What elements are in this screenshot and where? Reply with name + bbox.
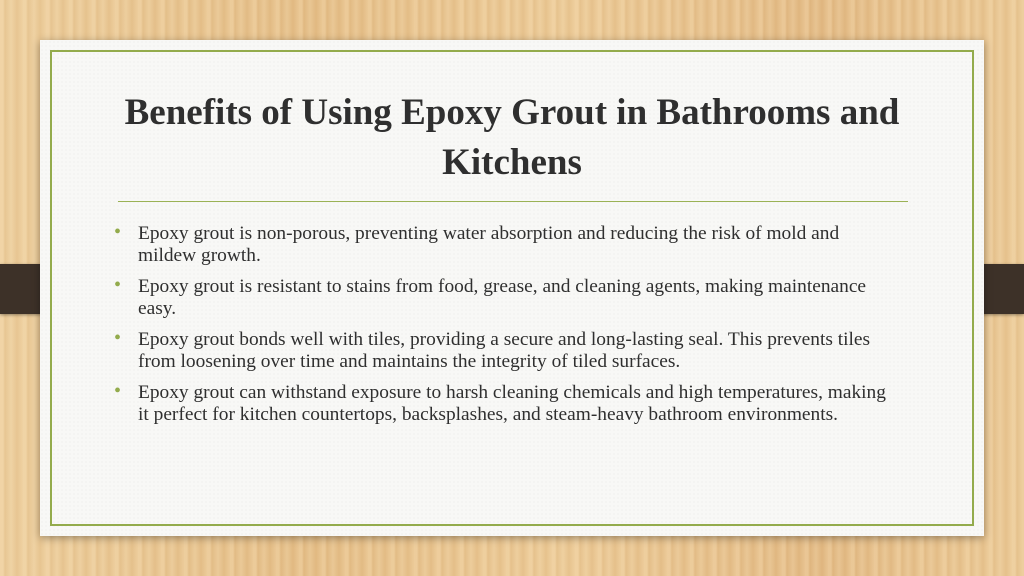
bullet-text: Epoxy grout is resistant to stains from food, grease, and cleaning agents, making maintenance easy. bbox=[138, 276, 867, 319]
title-divider bbox=[118, 201, 908, 202]
list-item bbox=[114, 274, 896, 320]
bullet-text: Epoxy grout bonds well with tiles, providing a secure and long-lasting seal. This prevents tiles from loosening over time and maintains the integrity of tiled surfaces. bbox=[138, 329, 871, 372]
list-item bbox=[114, 221, 896, 267]
bullet-icon: • bbox=[114, 327, 122, 349]
bullet-list bbox=[114, 221, 896, 435]
slide-card bbox=[40, 40, 984, 536]
list-item bbox=[114, 327, 896, 373]
bullet-icon: • bbox=[114, 274, 122, 296]
bullet-text: Epoxy grout can withstand exposure to harsh cleaning chemicals and high temperatures, making it perfect for kitchen countertops, backsplashes, and steam-heavy bathroom environments. bbox=[138, 382, 886, 425]
slide-title: Benefits of Using Epoxy Grout in Bathrooms and Kitchens bbox=[124, 92, 900, 183]
bullet-icon: • bbox=[114, 380, 122, 402]
bullet-text: Epoxy grout is non-porous, preventing water absorption and reducing the risk of mold and mildew growth. bbox=[138, 223, 840, 266]
list-item bbox=[114, 380, 896, 426]
bullet-icon: • bbox=[114, 221, 122, 243]
